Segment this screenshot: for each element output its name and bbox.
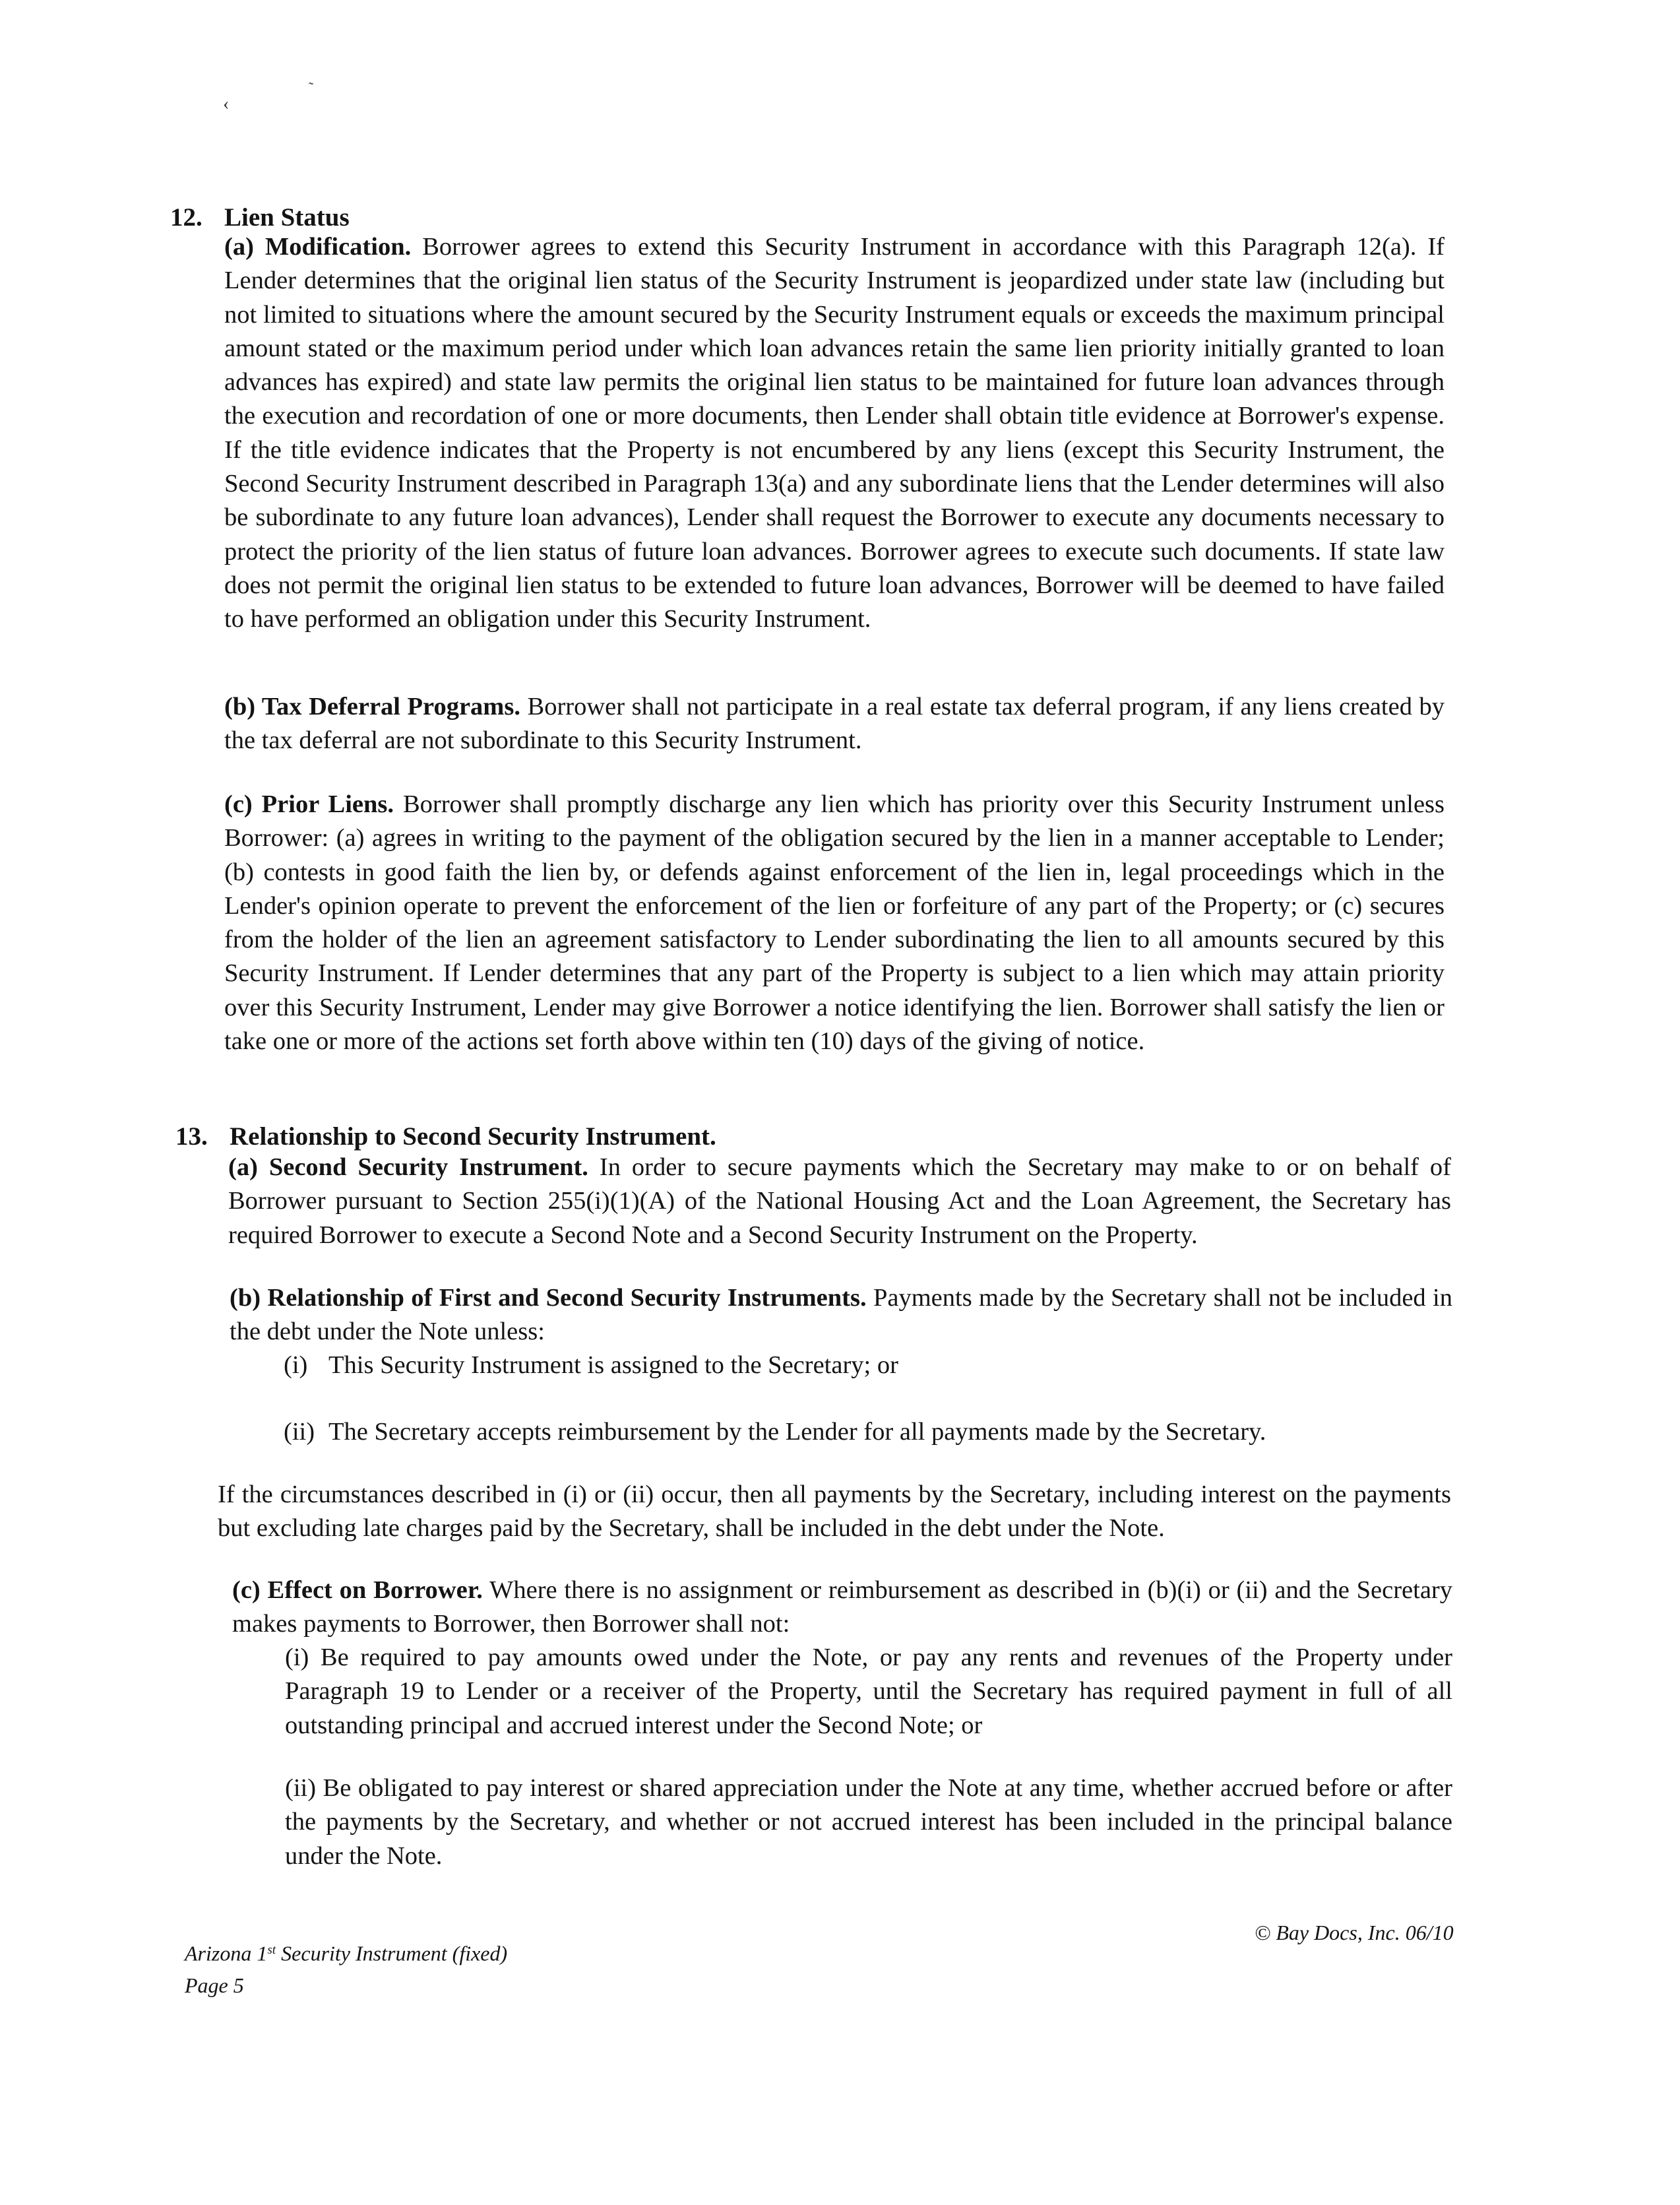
- footer-doc-name-text: Security Instrument (fixed): [276, 1941, 508, 1965]
- section-number: 12.: [170, 203, 202, 232]
- section-title: Relationship to Second Security Instrument.: [230, 1122, 716, 1151]
- paragraph-text: Borrower shall not participate in a real estate tax deferral program, if any liens created by the tax deferral are not subordinate to this Security Instrument.: [224, 693, 1445, 755]
- paragraph-13c-ii: [285, 1772, 1452, 1873]
- paragraph-12a: [224, 230, 1445, 637]
- paragraph-13b: [230, 1281, 1452, 1349]
- list-item-text: The Secretary accepts reimbursement by the Lender for all payments made by the Secretary.: [328, 1418, 1266, 1446]
- paragraph-text: (ii) Be obligated to pay interest or shared appreciation under the Note at any time, whether accrued before or after the payments by the Secretary, and whether or not accrued interest has been included in the principal balance under the Note.: [285, 1774, 1452, 1870]
- scan-mark: ‹: [223, 94, 230, 114]
- list-item: [284, 1415, 1266, 1449]
- section-13-heading: [175, 1120, 716, 1153]
- subsection-label: (a) Modification.: [224, 233, 412, 261]
- paragraph-13c: [232, 1574, 1452, 1642]
- list-item-text: This Security Instrument is assigned to the Secretary; or: [328, 1351, 898, 1379]
- paragraph-text: Payments made by the Secretary shall not be included in the debt under the Note unless:: [230, 1284, 1452, 1346]
- footer-copyright: © Bay Docs, Inc. 06/10: [1255, 1921, 1454, 1944]
- list-item: [284, 1349, 898, 1382]
- list-item-label: (ii): [284, 1418, 315, 1446]
- section-12-heading: [170, 201, 350, 234]
- scan-mark: ˜: [309, 79, 314, 96]
- paragraph-circumstances: [218, 1478, 1451, 1546]
- paragraph-12c: [224, 788, 1445, 1058]
- section-title: Lien Status: [224, 203, 350, 232]
- footer-doc-name-text: Arizona 1: [185, 1941, 268, 1965]
- subsection-label: (b) Relationship of First and Second Security Instruments.: [230, 1284, 867, 1312]
- footer-doc-name-sup: st: [267, 1943, 276, 1957]
- subsection-label: (b) Tax Deferral Programs.: [224, 693, 520, 720]
- paragraph-text: Where there is no assignment or reimbursement as described in (b)(i) or (ii) and the Secretary makes payments to Borrower, then Borrower shall not:: [232, 1576, 1452, 1638]
- paragraph-13a: [228, 1151, 1451, 1252]
- list-item-label: (i): [284, 1351, 308, 1379]
- subsection-label: (c) Prior Liens.: [224, 790, 394, 818]
- footer-page-number: Page 5: [185, 1973, 244, 1997]
- footer-document-name: [185, 1934, 507, 1969]
- section-number: 13.: [175, 1122, 208, 1151]
- paragraph-13c-i: [285, 1641, 1452, 1742]
- footer-document-info: [185, 1934, 507, 2001]
- paragraph-text: Borrower shall promptly discharge any lien which has priority over this Security Instrument unless Borrower: (a) agrees in writing to the payment of the obligation secured by the lien in a manner acceptable to Lender; (b) contests in good faith the lien by, or defends against enforcement of the lien in, legal proceedings which in the Lender's opinion operate to prevent the enforcement of the lien or forfeiture of any part of the Property; or (c) secures from the holder of the lien an agreement satisfactory to Lender subordinating the lien to all amounts secured by this Security Instrument. If Lender determines that any part of the Property is subject to a lien which may attain priority over this Security Instrument, Lender may give Borrower a notice identifying the lien. Borrower shall satisfy the lien or take one or more of the actions set forth above within ten (10) days of the giving of notice.: [224, 790, 1445, 1056]
- subsection-label: (c) Effect on Borrower.: [232, 1576, 483, 1604]
- paragraph-text: (i) Be required to pay amounts owed under the Note, or pay any rents and revenues of the Property under Paragraph 19 to Lender or a receiver of the Property, until the Secretary has required payment in full of all outstanding principal and accrued interest under the Second Note; or: [285, 1644, 1452, 1739]
- paragraph-text: In order to secure payments which the Secretary may make to or on behalf of Borrower pursuant to Section 255(i)(1)(A) of the National Housing Act and the Loan Agreement, the Secretary has required Borrower to execute a Second Note and a Second Security Instrument on the Property.: [228, 1153, 1451, 1249]
- paragraph-text: If the circumstances described in (i) or (ii) occur, then all payments by the Secretary, including interest on the payments but excluding late charges paid by the Secretary, shall be included in the debt under the Note.: [218, 1481, 1451, 1543]
- subsection-label: (a) Second Security Instrument.: [228, 1153, 588, 1181]
- paragraph-12b: [224, 690, 1445, 758]
- paragraph-text: Borrower agrees to extend this Security Instrument in accordance with this Paragraph 12(a). If Lender determines that the original lien status of the Security Instrument is jeopardized under state law (including but not limited to situations where the amount secured by the Security Instrument equals or exceeds the maximum principal amount stated or the maximum period under which loan advances retain the same lien priority initially granted to loan advances has expired) and state law permits the original lien status to be maintained for future loan advances through the execution and recordation of one or more documents, then Lender shall obtain title evidence at Borrower's expense. If the title evidence indicates that the Property is not encumbered by any liens (except this Security Instrument, the Second Security Instrument described in Paragraph 13(a) and any subordinate liens that the Lender determines will also be subordinate to any future loan advances), Lender shall request the Borrower to execute any documents necessary to protect the priority of the lien status of future loan advances. Borrower agrees to execute such documents. If state law does not permit the original lien status to be extended to future loan advances, Borrower will be deemed to have failed to have performed an obligation under this Security Instrument.: [224, 233, 1445, 633]
